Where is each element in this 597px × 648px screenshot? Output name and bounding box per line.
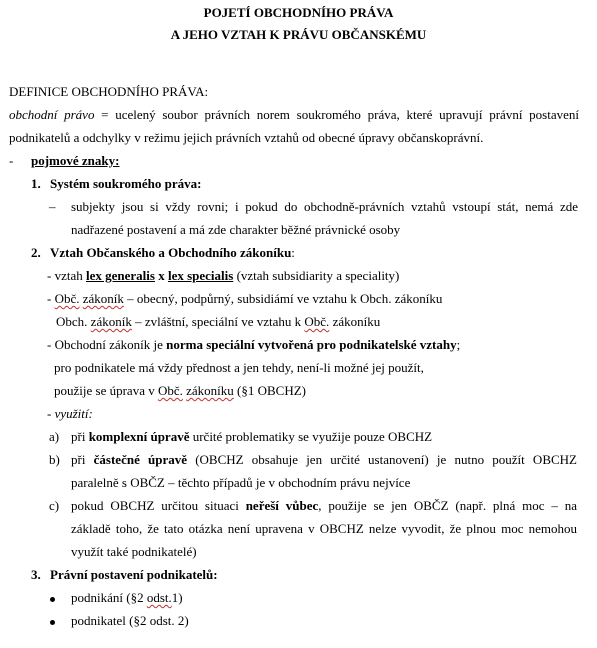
definition-line2: podnikatelů a odchylky v režimu jejich právních vztahů od obecné úpravy občanskoprávní. — [9, 130, 484, 145]
item-c-line1: pokud OBCHZ určitou situaci neřeší vůbec, použije se jen OBČZ (např. plná moc – na — [71, 498, 577, 513]
section1-number: 1. — [31, 176, 41, 191]
section3-item1: podnikání (§2 odst.1) — [71, 590, 183, 605]
section1-dash: – — [49, 199, 56, 214]
document-title-line2: A JEHO VZTAH K PRÁVU OBČANSKÉMU — [170, 27, 427, 42]
item-c-label: c) — [49, 498, 60, 513]
section2-use-label: - využití: — [47, 406, 93, 421]
section1-line1: subjekty jsou si vždy rovni; i pokud do obchodně-právních vztahů vstoupí stát, nemá zde — [71, 199, 578, 214]
section1-line2: nadřazené postavení a má zde charakter běžné právnické osoby — [71, 222, 401, 237]
bullet-dot — [50, 620, 55, 625]
concepts-dash: - — [9, 153, 14, 168]
document-title-line1: POJETÍ OBCHODNÍHO PRÁVA — [203, 5, 394, 20]
item-a-label: a) — [49, 429, 60, 444]
section2-application-row: použije se úprava v Obč. zákoníku (§1 OBCHZ) — [54, 383, 307, 398]
definition-heading: DEFINICE OBCHODNÍHO PRÁVA: — [9, 84, 209, 99]
section3-item2: podnikatel (§2 odst. 2) — [71, 613, 189, 628]
item-a-text: při komplexní úpravě určité problematiky se využije pouze OBCHZ — [71, 429, 433, 444]
section2-priority-row: pro podnikatele má vždy přednost a jen tehdy, není-li možné jej použít, — [54, 360, 424, 375]
item-b-line1: při částečné úpravě (OBCHZ obsahuje jen určité ustanovení) je nutno použít OBCHZ — [71, 452, 577, 467]
definition-text1: = ucelený soubor právních norem soukromého práva, které upravují právní postavení — [94, 107, 579, 122]
section2-number: 2. — [31, 245, 41, 260]
item-c-line2: základě toho, že tato otázka není upravena v OBCHZ nelze vyvodit, že plnou moc nemohou — [71, 521, 577, 536]
section3-number: 3. — [31, 567, 41, 582]
definition-line1 — [9, 107, 579, 123]
item-b-label: b) — [49, 452, 60, 467]
section2-civil-code-row: - Obč. zákoník – obecný, podpůrný, subsidiámí ve vztahu k Obch. zákoníku — [47, 291, 443, 306]
section1-title: Systém soukromého práva: — [50, 176, 202, 191]
section2-special-norm-row: - Obchodní zákoník je norma speciální vytvořená pro podnikatelské vztahy; — [47, 337, 461, 352]
item-c-line3: využít také podnikatelé) — [71, 544, 197, 559]
section2-commercial-code-row: Obch. zákoník – zvláštní, speciální ve vztahu k Obč. zákoníku — [56, 314, 381, 329]
section2-relation-row: - vztah lex generalis x lex specialis (vztah subsidiarity a speciality) — [47, 268, 400, 283]
concepts-label: pojmové znaky: — [31, 153, 120, 168]
section2-title: Vztah Občanského a Obchodního zákoníku: — [50, 245, 295, 260]
bullet-dot — [50, 597, 55, 602]
item-b-line2: paralelně s OBČZ – těchto případů je v obchodním právu nejvíce — [71, 475, 411, 490]
definition-term: obchodní právo — [9, 107, 95, 122]
section3-title: Právní postavení podnikatelů: — [50, 567, 218, 582]
